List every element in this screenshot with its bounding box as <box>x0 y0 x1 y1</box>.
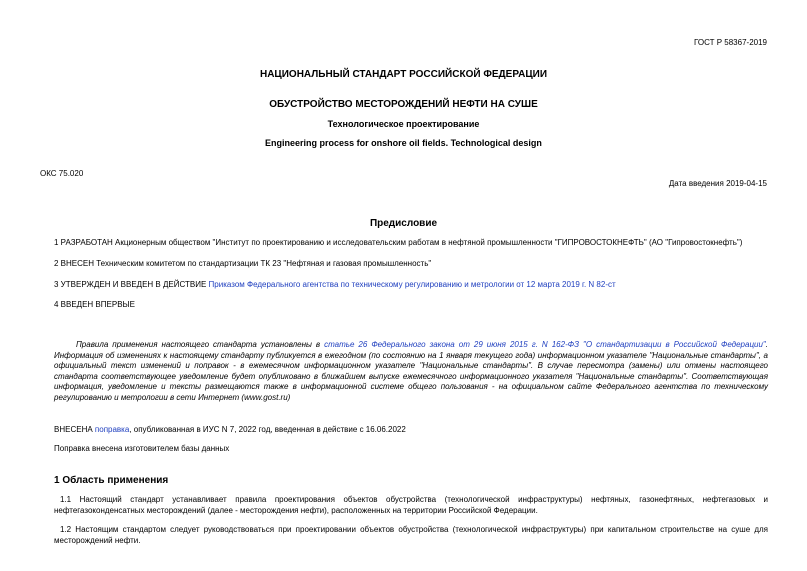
section-1-paragraph-1-text: 1.1 Настоящий стандарт устанавливает правила проектирования объектов обустройства (технологической инфраструктуры) нефтяных, газонефтяных, нефтегазовых и нефтегазоконденсатных месторождений (далее - месторождения нефти), расположенных на территории Российской Федерации. <box>54 495 768 515</box>
preface-item-2: 2 ВНЕСЕН Техническим комитетом по стандартизации ТК 23 "Нефтяная и газовая промышленность" <box>54 259 432 268</box>
preface-item-3-text: 3 УТВЕРЖДЕН И ВВЕДЕН В ДЕЙСТВИЕ <box>54 280 209 289</box>
introduction-date: Дата введения 2019-04-15 <box>668 179 767 188</box>
national-standard-title: НАЦИОНАЛЬНЫЙ СТАНДАРТ РОССИЙСКОЙ ФЕДЕРАЦИИ <box>259 69 548 80</box>
amendment-note <box>54 425 406 434</box>
amendment-link[interactable]: поправка <box>94 425 130 434</box>
oks-code: ОКС 75.020 <box>40 169 84 178</box>
amendment-prefix: ВНЕСЕНА <box>54 425 95 434</box>
document-title: ОБУСТРОЙСТВО МЕСТОРОЖДЕНИЙ НЕФТИ НА СУШЕ <box>269 99 538 110</box>
document-subtitle: Технологическое проектирование <box>327 119 480 129</box>
preface-item-3 <box>54 280 616 289</box>
section-1-paragraph-2 <box>54 524 768 546</box>
rules-text-rest: . Информация об изменениях к настоящему стандарту публикуется в ежегодном (по состоянию на 1 января текущего года) информационном указателе "Национальные стандарты", а официальный текст изменений и поправок - в ежемесячном информационном указателе "Национальные стандарты". В случае пересмотра (замены) или отмены настоящего стандарта соответствующее уведомление будет опубликовано в ближайшем выпуске ежемесячного информационного указателя "Национальные стандарты". Соответствующая информация, уведомление и тексты размещаются также в информационной системе общего пользования - на официальном сайте Федерального агентства по техническому регулированию и метрологии в сети Интернет (www.gost.ru) <box>54 340 769 402</box>
document-code: ГОСТ Р 58367-2019 <box>694 38 767 47</box>
amendment-rest: , опубликованная в ИУС N 7, 2022 год, введенная в действие с 16.06.2022 <box>129 425 406 434</box>
preface-item-1: 1 РАЗРАБОТАН Акционерным обществом "Институт по проектированию и исследовательским работам в нефтяной промышленности "ГИПРОВОСТОКНЕФТЬ" (АО "Гипровостокнефть") <box>54 238 743 247</box>
preface-item-4: 4 ВВЕДЕН ВПЕРВЫЕ <box>54 300 135 309</box>
section-1-heading: 1 Область применения <box>54 475 169 486</box>
preface-heading: Предисловие <box>369 218 438 229</box>
order-link[interactable]: Приказом Федерального агентства по техническому регулированию и метрологии от 12 марта 2019 г. N 82-ст <box>208 280 616 289</box>
rules-text-start: Правила применения настоящего стандарта установлены в <box>76 340 325 349</box>
section-1-paragraph-2-text: 1.2 Настоящим стандартом следует руководствоваться при проектировании объектов обустройства (технологической инфраструктуры) при капитальном строительстве на суше для месторождений нефти. <box>54 525 768 545</box>
amendment-maker-note: Поправка внесена изготовителем базы данных <box>54 444 230 453</box>
federal-law-link[interactable]: статье 26 Федерального закона от 29 июня 2015 г. N 162-ФЗ "О стандартизации в Российской Федерации" <box>324 340 766 349</box>
document-title-english: Engineering process for onshore oil fields. Technological design <box>265 138 542 148</box>
application-rules-paragraph <box>54 340 768 403</box>
section-1-paragraph-1 <box>54 494 768 516</box>
